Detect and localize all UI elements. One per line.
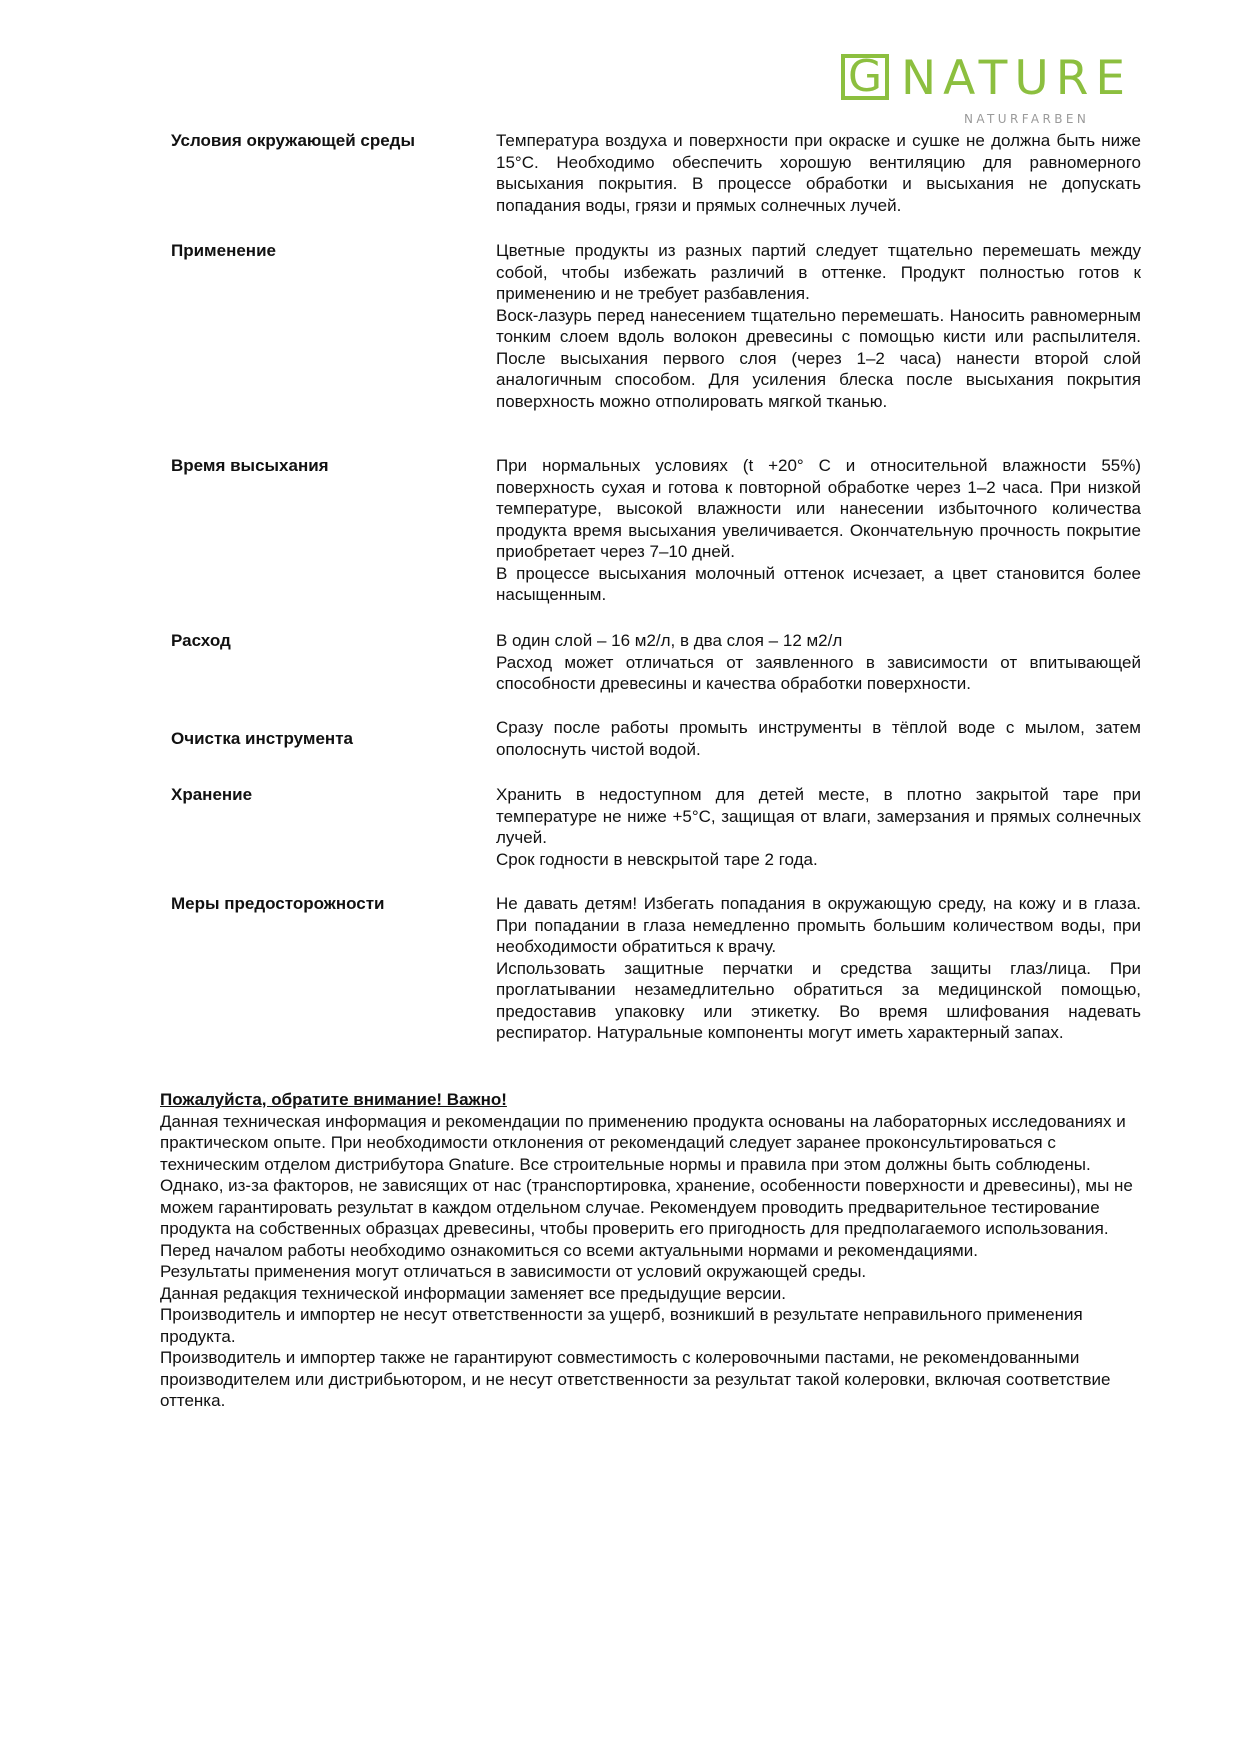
section-label: Расход	[171, 631, 231, 650]
note-paragraph: Производитель и импортер не несут ответственности за ущерб, возникший в результате неправильного применения продукта.	[160, 1305, 1083, 1346]
paragraph: Воск-лазурь перед нанесением тщательно перемешать. Наносить равномерным тонким слоем вдоль волокон древесины с помощью кисти или распылителя. После высыхания первого слоя (через 1–2 часа) нанести второй слой аналогичным способом. Для усиления блеска после высыхания покрытия поверхность можно отполировать мягкой тканью.	[496, 305, 1141, 411]
section-label: Время высыхания	[171, 456, 329, 475]
paragraph: В процессе высыхания молочный оттенок исчезает, а цвет становится более насыщенным.	[496, 563, 1141, 604]
paragraph: В один слой – 16 м2/л, в два слоя – 12 м2/л	[496, 631, 843, 650]
paragraph: Цветные продукты из разных партий следует тщательно перемешать между собой, чтобы избежать различий в оттенке. Продукт полностью готов к применению и не требует разбавления.	[496, 241, 1141, 303]
note-paragraph: Данная редакция технической информации заменяет все предыдущие версии.	[160, 1283, 787, 1303]
note-title: Пожалуйста, обратите внимание! Важно!	[160, 1090, 507, 1109]
paragraph: Не давать детям! Избегать попадания в окружающую среду, на кожу и в глаза. При попадании в глаза немедленно промыть большим количеством воды, при необходимости обратиться к врачу.	[496, 894, 1141, 956]
note-paragraph: Однако, из-за факторов, не зависящих от нас (транспортировка, хранение, особенности поверхности и древесины), мы не можем гарантировать результат в каждом отдельном случае. Рекомендуем проводить предварительное тестирование продукта на собственных образцах древесины, чтобы проверить его пригодность для предполагаемого использования.	[160, 1176, 1133, 1238]
paragraph: Срок годности в невскрытой таре 2 года.	[496, 849, 818, 869]
section-label: Применение	[171, 241, 276, 260]
paragraph: Сразу после работы промыть инструменты в тёплой воде с мылом, затем ополоснуть чистой водой.	[496, 718, 1141, 759]
section-text	[496, 130, 1141, 216]
logo-letter-box	[841, 51, 889, 102]
section-text	[496, 240, 1141, 412]
paragraph: Хранить в недоступном для детей месте, в плотно закрытой таре при температуре не ниже +5°С, защищая от влаги, замерзания и прямых солнечных лучей.	[496, 785, 1141, 847]
paragraph: Использовать защитные перчатки и средства защиты глаз/лица. При проглатывании незамедлительно обратиться за медицинской помощью, предоставив упаковку или этикетку. Во время шлифования надевать респиратор. Натуральные компоненты могут иметь характерный запах.	[496, 958, 1141, 1042]
section-text	[496, 784, 1141, 870]
note-paragraph: Данная техническая информация и рекомендации по применению продукта основаны на лабораторных исследованиях и практическом опыте. При необходимости отклонения от рекомендаций следует заранее проконсультироваться с техническим отделом дистрибутора Gnature. Все строительные нормы и правила при этом должны быть соблюдены.	[160, 1111, 1126, 1174]
logo-subtitle: NATURFARBEN	[964, 112, 1090, 126]
section-text	[496, 717, 1141, 760]
section-label: Меры предосторожности	[171, 894, 385, 913]
logo-wordmark: NATURE	[901, 51, 1133, 106]
paragraph: Температура воздуха и поверхности при окраске и сушке не должна быть ниже 15°С. Необходимо обеспечить хорошую вентиляцию для равномерного высыхания покрытия. В процессе обработки и высыхания не допускать попадания воды, грязи и прямых солнечных лучей.	[496, 131, 1141, 215]
brand-logo	[841, 44, 1159, 134]
section-label: Условия окружающей среды	[171, 131, 415, 150]
section-label: Хранение	[171, 785, 253, 804]
logo-letter: G	[847, 51, 883, 102]
section-text	[496, 630, 1141, 695]
section-label: Очистка инструмента	[171, 729, 353, 748]
paragraph: Расход может отличаться от заявленного в зависимости от впитывающей способности древесины и качества обработки поверхности.	[496, 652, 1141, 693]
important-note	[160, 1089, 1135, 1412]
note-paragraph: Производитель и импортер также не гарантируют совместимость с колеровочными пастами, не рекомендованными производителем или дистрибьютором, и не несут ответственности за результат такой колеровки, включая соответствие оттенка.	[160, 1348, 1111, 1410]
section-text	[496, 893, 1141, 1044]
paragraph: При нормальных условиях (t +20° С и относительной влажности 55%) поверхность сухая и готова к повторной обработке через 1–2 часа. При низкой температуре, высокой влажности или нанесении избыточного количества продукта время высыхания увеличивается. Окончательную прочность покрытие приобретает через 7–10 дней.	[496, 456, 1141, 561]
section-text	[496, 455, 1141, 606]
note-paragraph: Результаты применения могут отличаться в зависимости от условий окружающей среды.	[160, 1262, 867, 1281]
note-paragraph: Перед началом работы необходимо ознакомиться со всеми актуальными нормами и рекомендациями.	[160, 1240, 978, 1260]
